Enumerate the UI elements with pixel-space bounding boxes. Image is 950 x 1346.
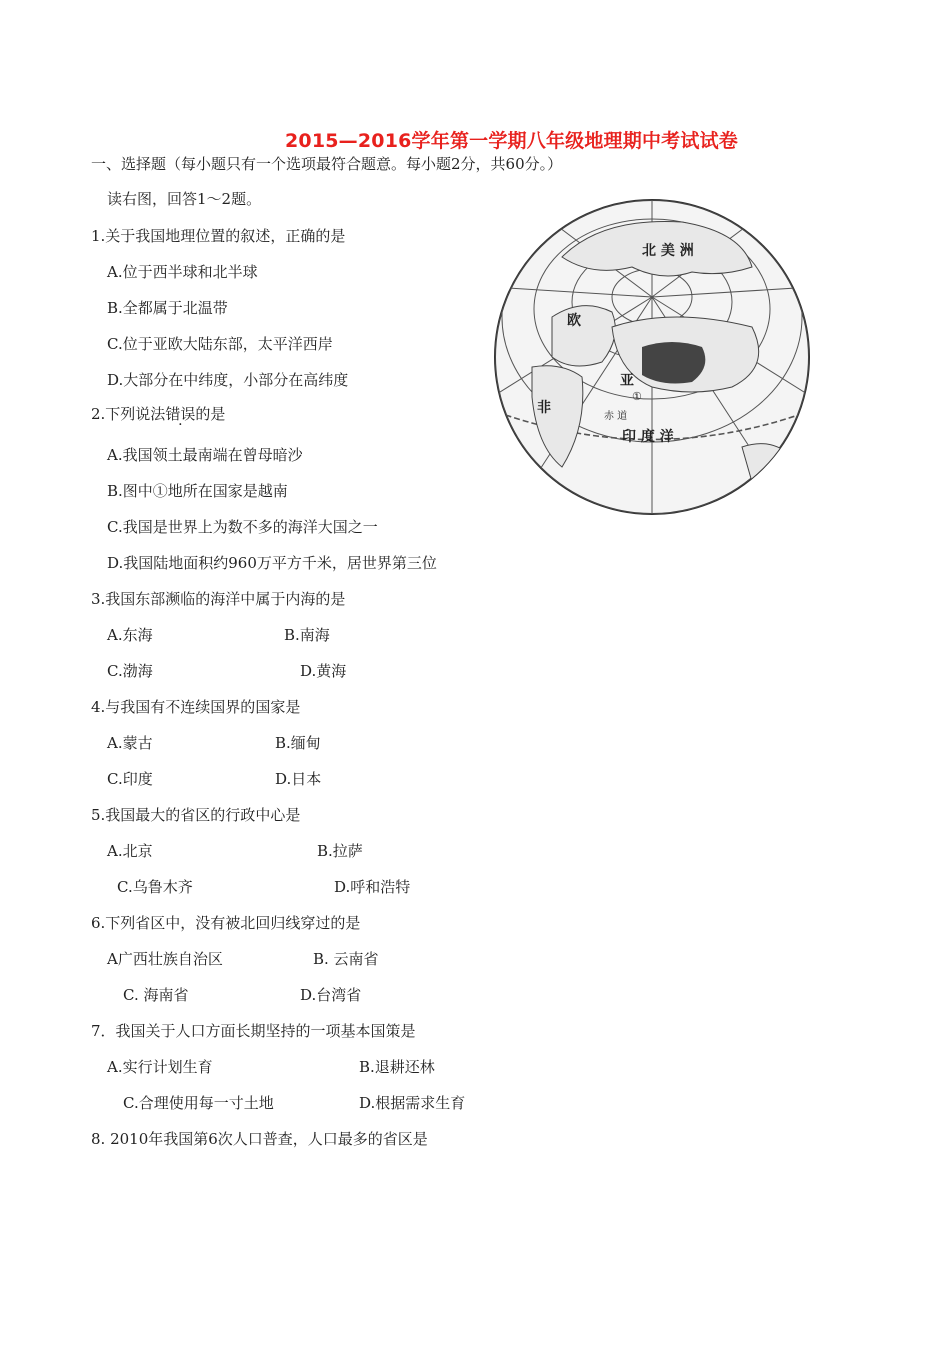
globe-map [492, 197, 812, 517]
question-3-option-b: B.南海 [284, 626, 330, 644]
label-europe: 欧 [567, 313, 581, 329]
question-4-option-b: B.缅甸 [275, 734, 321, 752]
label-asia: 亚 [620, 373, 634, 389]
question-4-stem: 4.与我国有不连续国界的国家是 [91, 698, 301, 716]
question-7-option-c: C.合理使用每一寸土地 [123, 1094, 274, 1112]
question-7-option-d: D.根据需求生育 [359, 1094, 466, 1112]
question-2-option-c: C.我国是世界上为数不多的海洋大国之一 [107, 518, 378, 536]
question-6-stem: 6.下列省区中，没有被北回归线穿过的是 [91, 914, 361, 932]
question-1-option-c: C.位于亚欧大陆东部，太平洋西岸 [107, 335, 333, 353]
question-2-option-a: A.我国领土最南端在曾母暗沙 [107, 446, 303, 464]
question-7-option-b: B.退耕还林 [359, 1058, 435, 1076]
question-7-option-a: A.实行计划生育 [107, 1058, 213, 1076]
question-1-option-a: A.位于西半球和北半球 [107, 263, 258, 281]
question-6-option-a: A广西壮族自治区 [107, 950, 223, 968]
label-africa: 非 [537, 400, 551, 416]
question-1-option-b: B.全都属于北温带 [107, 299, 228, 317]
label-indian-ocean: 印 度 洋 [622, 429, 674, 445]
question-2-stem [91, 404, 225, 424]
question-1-stem: 1.关于我国地理位置的叙述，正确的是 [91, 227, 346, 245]
question-7-stem: 7．我国关于人口方面长期坚持的一项基本国策是 [91, 1022, 416, 1040]
question-3-option-c: C.渤海 [107, 662, 153, 680]
exam-title: 2015—2016学年第一学期八年级地理期中考试试卷 [285, 130, 738, 152]
question-5-option-b: B.拉萨 [317, 842, 363, 860]
question-6-option-b: B. 云南省 [313, 950, 379, 968]
question-5-option-d: D.呼和浩特 [334, 878, 411, 896]
question-6-option-d: D.台湾省 [300, 986, 362, 1004]
question-2-option-b: B.图中①地所在国家是越南 [107, 482, 288, 500]
question-4-option-c: C.印度 [107, 770, 153, 788]
question-5-stem: 5.我国最大的省区的行政中心是 [91, 806, 301, 824]
question-5-option-c: C.乌鲁木齐 [117, 878, 193, 896]
question-3-stem: 3.我国东部濒临的海洋中属于内海的是 [91, 590, 346, 608]
question-3-option-d: D.黄海 [300, 662, 347, 680]
china-highlight [642, 342, 705, 383]
label-marker-1: ① [632, 390, 642, 403]
question-4-option-d: D.日本 [275, 770, 322, 788]
question-2-emphasis: 错误 [165, 405, 196, 423]
question-4-option-a: A.蒙古 [107, 734, 153, 752]
question-2-stem-post: 的是 [195, 405, 226, 423]
question-6-option-c: C. 海南省 [123, 986, 189, 1004]
intro-text: 读右图，回答1～2题。 [107, 190, 262, 208]
label-equator: 赤 道 [604, 411, 628, 422]
question-3-option-a: A.东海 [107, 626, 153, 644]
label-north-america: 北 美 洲 [642, 243, 694, 259]
section-heading: 一、选择题（每小题只有一个选项最符合题意。每小题2分，共60分。） [91, 155, 563, 173]
question-2-option-d: D.我国陆地面积约960万平方千米，居世界第三位 [107, 554, 437, 572]
question-1-option-d: D.大部分在中纬度，小部分在高纬度 [107, 371, 349, 389]
question-5-option-a: A.北京 [107, 842, 153, 860]
question-8-stem: 8. 2010年我国第6次人口普查，人口最多的省区是 [91, 1130, 428, 1148]
question-2-stem-pre: 2.下列说法 [91, 405, 166, 423]
